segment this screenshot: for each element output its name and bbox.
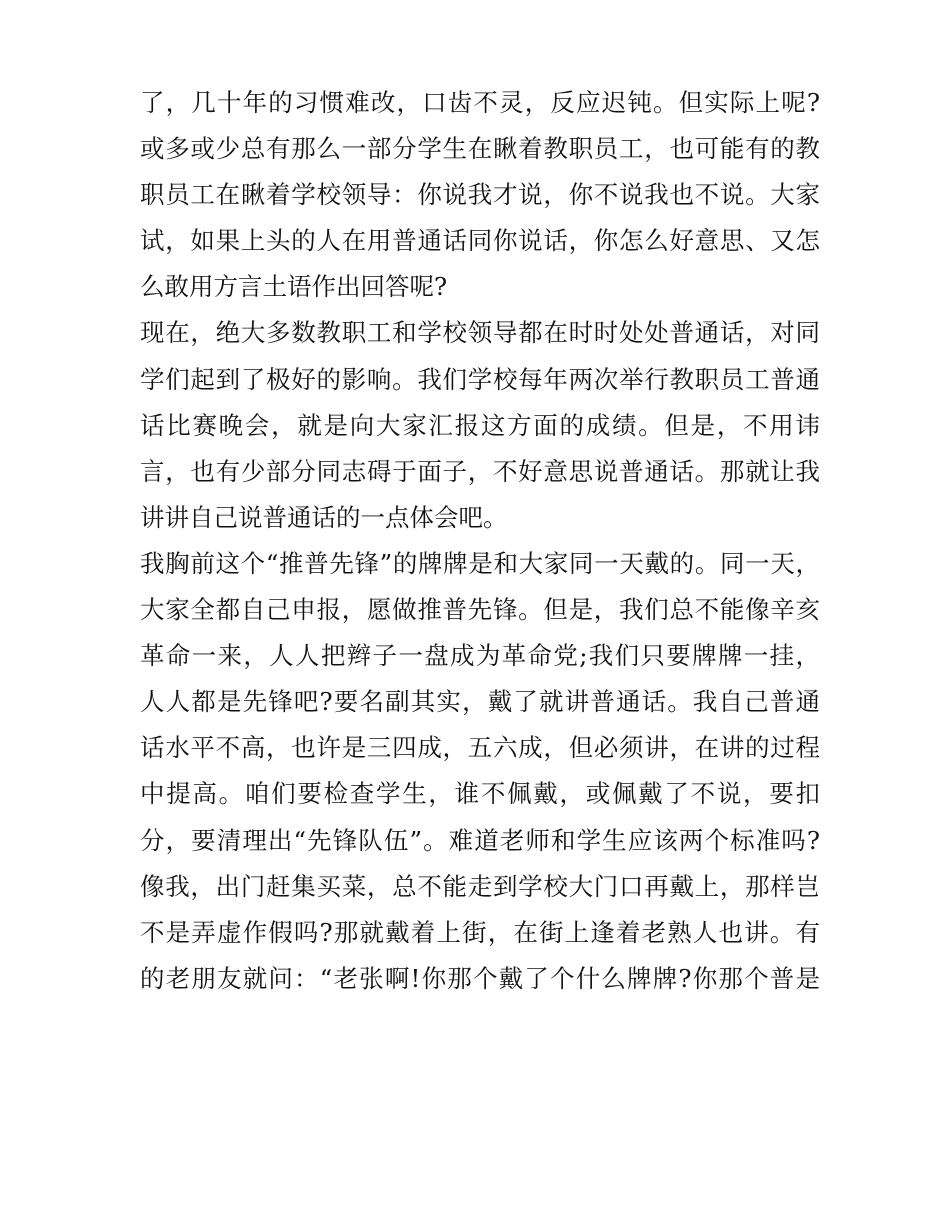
body-text bbox=[140, 80, 820, 1002]
text-line: 或多或少总有那么一部分学生在瞅着教职员工，也可能有的教 bbox=[140, 134, 820, 164]
text-line: 学们起到了极好的影响。我们学校每年两次举行教职员工普通 bbox=[140, 364, 820, 394]
text-line: 像我，出门赶集买菜，总不能走到学校大门口再戴上，那样岂 bbox=[140, 871, 820, 901]
text-line: 大家全都自己申报，愿做推普先锋。但是，我们总不能像辛亥 bbox=[140, 595, 820, 625]
text-line: 的老朋友就问：“老张啊!你那个戴了个什么牌牌?你那个普是 bbox=[140, 963, 820, 993]
text-line: 我胸前这个“推普先锋”的牌牌是和大家同一天戴的。同一天， bbox=[140, 548, 820, 578]
text-line: 现在，绝大多数教职工和学校领导都在时时处处普通话，对同 bbox=[140, 318, 820, 348]
text-line: 话比赛晚会，就是向大家汇报这方面的成绩。但是，不用讳 bbox=[140, 410, 820, 440]
text-line: 不是弄虚作假吗?那就戴着上街，在街上逢着老熟人也讲。有 bbox=[140, 917, 820, 947]
text-line: 言，也有少部分同志碍于面子，不好意思说普通话。那就让我 bbox=[140, 456, 820, 486]
text-line: 试，如果上头的人在用普通话同你说话，你怎么好意思、又怎 bbox=[140, 226, 820, 256]
text-line: 话水平不高，也许是三四成，五六成，但必须讲，在讲的过程 bbox=[140, 733, 820, 763]
text-line: 讲讲自己说普通话的一点体会吧。 bbox=[140, 502, 508, 532]
text-line: 中提高。咱们要检查学生，谁不佩戴，或佩戴了不说，要扣 bbox=[140, 779, 820, 809]
text-line: 么敢用方言土语作出回答呢? bbox=[140, 272, 448, 302]
text-line: 职员工在瞅着学校领导：你说我才说，你不说我也不说。大家 bbox=[140, 180, 820, 210]
text-line: 革命一来，人人把辫子一盘成为革命党;我们只要牌牌一挂， bbox=[140, 641, 820, 671]
text-line: 分，要清理出“先锋队伍”。难道老师和学生应该两个标准吗? bbox=[140, 825, 820, 855]
text-line: 了，几十年的习惯难改，口齿不灵，反应迟钝。但实际上呢? bbox=[140, 88, 820, 117]
text-line: 人人都是先锋吧?要名副其实，戴了就讲普通话。我自己普通 bbox=[140, 687, 820, 717]
